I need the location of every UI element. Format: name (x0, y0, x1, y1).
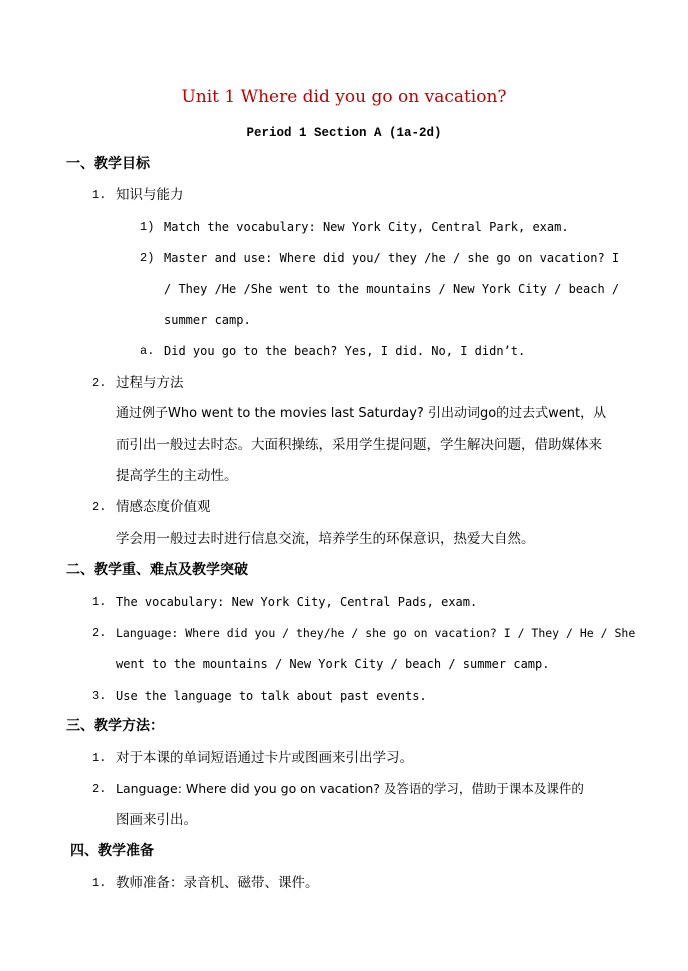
list-item-text: summer camp. (164, 313, 251, 327)
list-number: 2) (140, 251, 155, 265)
list-item-text: Language: Where did you / they/he / she go on vacation? I / They / He / She (116, 626, 636, 640)
section-heading-methods: 三、教学方法： (66, 718, 164, 734)
list-number: 1. (92, 751, 107, 765)
document-subtitle: Period 1 Section A (1a-2d) (246, 126, 442, 140)
section-heading-objectives: 一、教学目标 (66, 156, 150, 172)
list-item-text: / They /He /She went to the mountains / New York City / beach / (164, 282, 620, 296)
list-item-text: 教师准备：录音机、磁带、课件。 (116, 875, 319, 891)
list-item-text: Use the language to talk about past events. (116, 689, 427, 703)
list-number: a. (140, 344, 155, 358)
list-number: 2. (92, 376, 107, 390)
list-number: 2. (92, 500, 107, 514)
list-item-text: Did you go to the beach? Yes, I did. No, I didn’t. (164, 344, 526, 358)
subheading-process: 过程与方法 (116, 375, 184, 391)
list-number: 3. (92, 689, 107, 703)
paragraph-line: 而引出一般过去时态。大面积操练，采用学生提问题，学生解决问题，借助媒体来 (116, 437, 602, 453)
list-number: 1. (92, 595, 107, 609)
list-number: 1. (92, 876, 107, 890)
list-item-text: Match the vocabulary: New York City, Central Park, exam. (164, 220, 569, 234)
paragraph-line: 通过例子Who went to the movies last Saturday? 引出动词go的过去式went，从 (116, 406, 607, 421)
list-item-text: went to the mountains / New York City / beach / summer camp. (116, 657, 550, 671)
list-number: 1. (92, 188, 107, 202)
list-item-text: 图画来引出。 (116, 812, 197, 828)
subheading-knowledge: 知识与能力 (116, 187, 184, 203)
list-item-text: Language: Where did you go on vacation? 及答语的学习，借助于课本及课件的 (116, 781, 584, 796)
section-heading-preparation: 四、教学准备 (70, 843, 154, 859)
paragraph-line: 学会用一般过去时进行信息交流，培养学生的环保意识，热爱大自然。 (116, 531, 535, 547)
list-number: 2. (92, 626, 107, 640)
list-item-text: Master and use: Where did you/ they /he / she go on vacation? I (164, 251, 620, 265)
subheading-attitude: 情感态度价值观 (116, 499, 211, 515)
list-number: 1) (140, 220, 155, 234)
paragraph-line: 提高学生的主动性。 (116, 468, 238, 484)
document-title: Unit 1 Where did you go on vacation? (181, 87, 507, 107)
list-item-text: 对于本课的单词短语通过卡片或图画来引出学习。 (116, 750, 413, 766)
section-heading-key-points: 二、教学重、难点及教学突破 (66, 562, 248, 578)
list-item-text: The vocabulary: New York City, Central Pads, exam. (116, 595, 478, 609)
list-number: 2. (92, 782, 107, 796)
